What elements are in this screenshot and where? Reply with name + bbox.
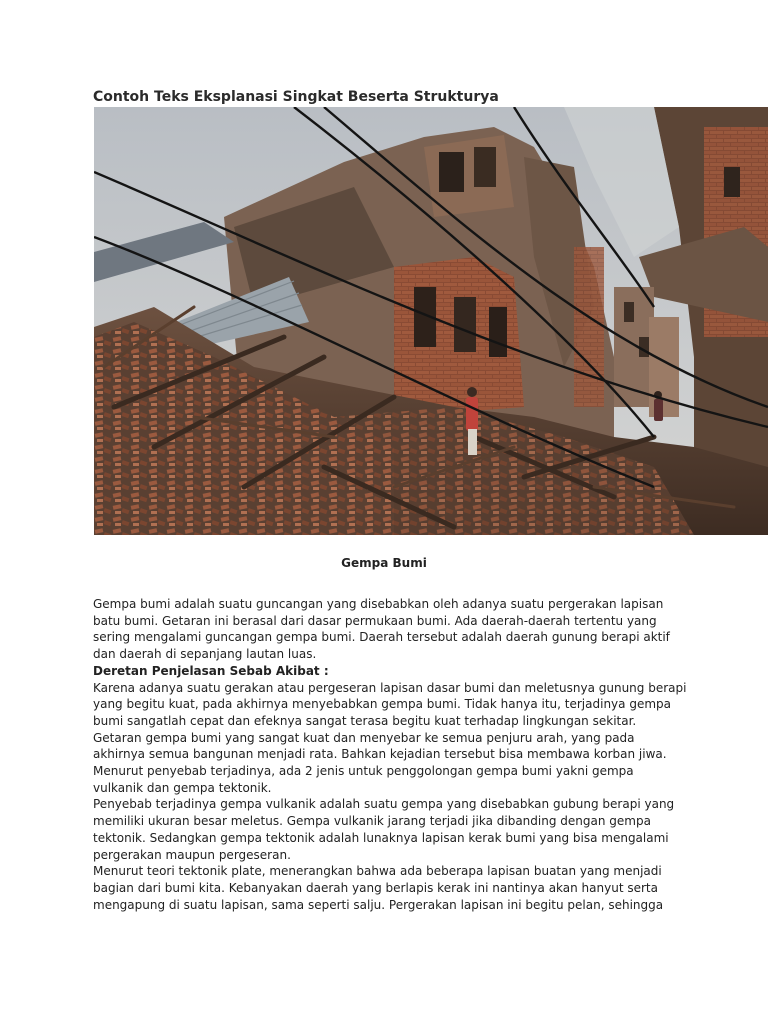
- text-line: Gempa bumi adalah suatu guncangan yang disebabkan oleh adanya suatu pergerakan lapisan: [93, 597, 664, 611]
- text-line: batu bumi. Getaran ini berasal dari dasar permukaan bumi. Ada daerah-daerah tertentu yang: [93, 613, 657, 628]
- earthquake-ruins-photo: [94, 107, 768, 535]
- text-line: sering mengalami guncangan gempa bumi. Daerah tersebut adalah daerah gunung berapi aktif: [93, 630, 670, 645]
- text-line: vulkanik dan gempa tektonik.: [93, 780, 272, 795]
- text-line: Menurut penyebab terjadinya, ada 2 jenis untuk penggolongan gempa bumi yakni gempa: [93, 764, 634, 779]
- text-line: akhirnya semua bangunan menjadi rata. Bahkan kejadian tersebut bisa membawa korban jiwa.: [93, 747, 667, 762]
- section-heading: Gempa Bumi: [341, 556, 427, 570]
- body-text: [93, 596, 693, 913]
- document-title: Contoh Teks Eksplanasi Singkat Beserta Strukturya: [93, 89, 499, 105]
- text-line: tektonik. Sedangkan gempa tektonik adalah lunaknya lapisan kerak bumi yang bisa mengalami: [93, 830, 669, 845]
- subheading: Deretan Penjelasan Sebab Akibat :: [93, 663, 329, 678]
- text-line: yang begitu kuat, pada akhirnya menyebabkan gempa bumi. Tidak hanya itu, terjadinya gempa: [93, 697, 671, 712]
- text-line: Getaran gempa bumi yang sangat kuat dan menyebar ke semua penjuru arah, yang pada: [93, 730, 635, 745]
- text-line: pergerakan maupun pergeseran.: [93, 847, 291, 862]
- text-line: mengapung di suatu lapisan, sama seperti salju. Pergerakan lapisan ini begitu pelan, sehingga: [93, 897, 664, 912]
- text-line: Karena adanya suatu gerakan atau pergeseran lapisan dasar bumi dan meletusnya gunung berapi: [93, 680, 687, 695]
- text-line: Menurut teori tektonik plate, menerangkan bahwa ada beberapa lapisan buatan yang menjadi: [93, 864, 662, 879]
- text-line: dan daerah di sepanjang lautan luas.: [93, 647, 317, 662]
- text-line: bagian dari bumi kita. Kebanyakan daerah yang berlapis kerak ini nantinya akan hanyut serta: [93, 880, 658, 895]
- text-line: bumi sangatlah cepat dan efeknya sangat terasa begitu kuat terhadap lingkungan sekitar.: [93, 713, 637, 728]
- text-line: Penyebab terjadinya gempa vulkanik adalah suatu gempa yang disebabkan gubung berapi yang: [93, 797, 675, 812]
- text-line: memiliki ukuran besar meletus. Gempa vulkanik jarang terjadi jika dibanding dengan gempa: [93, 814, 651, 829]
